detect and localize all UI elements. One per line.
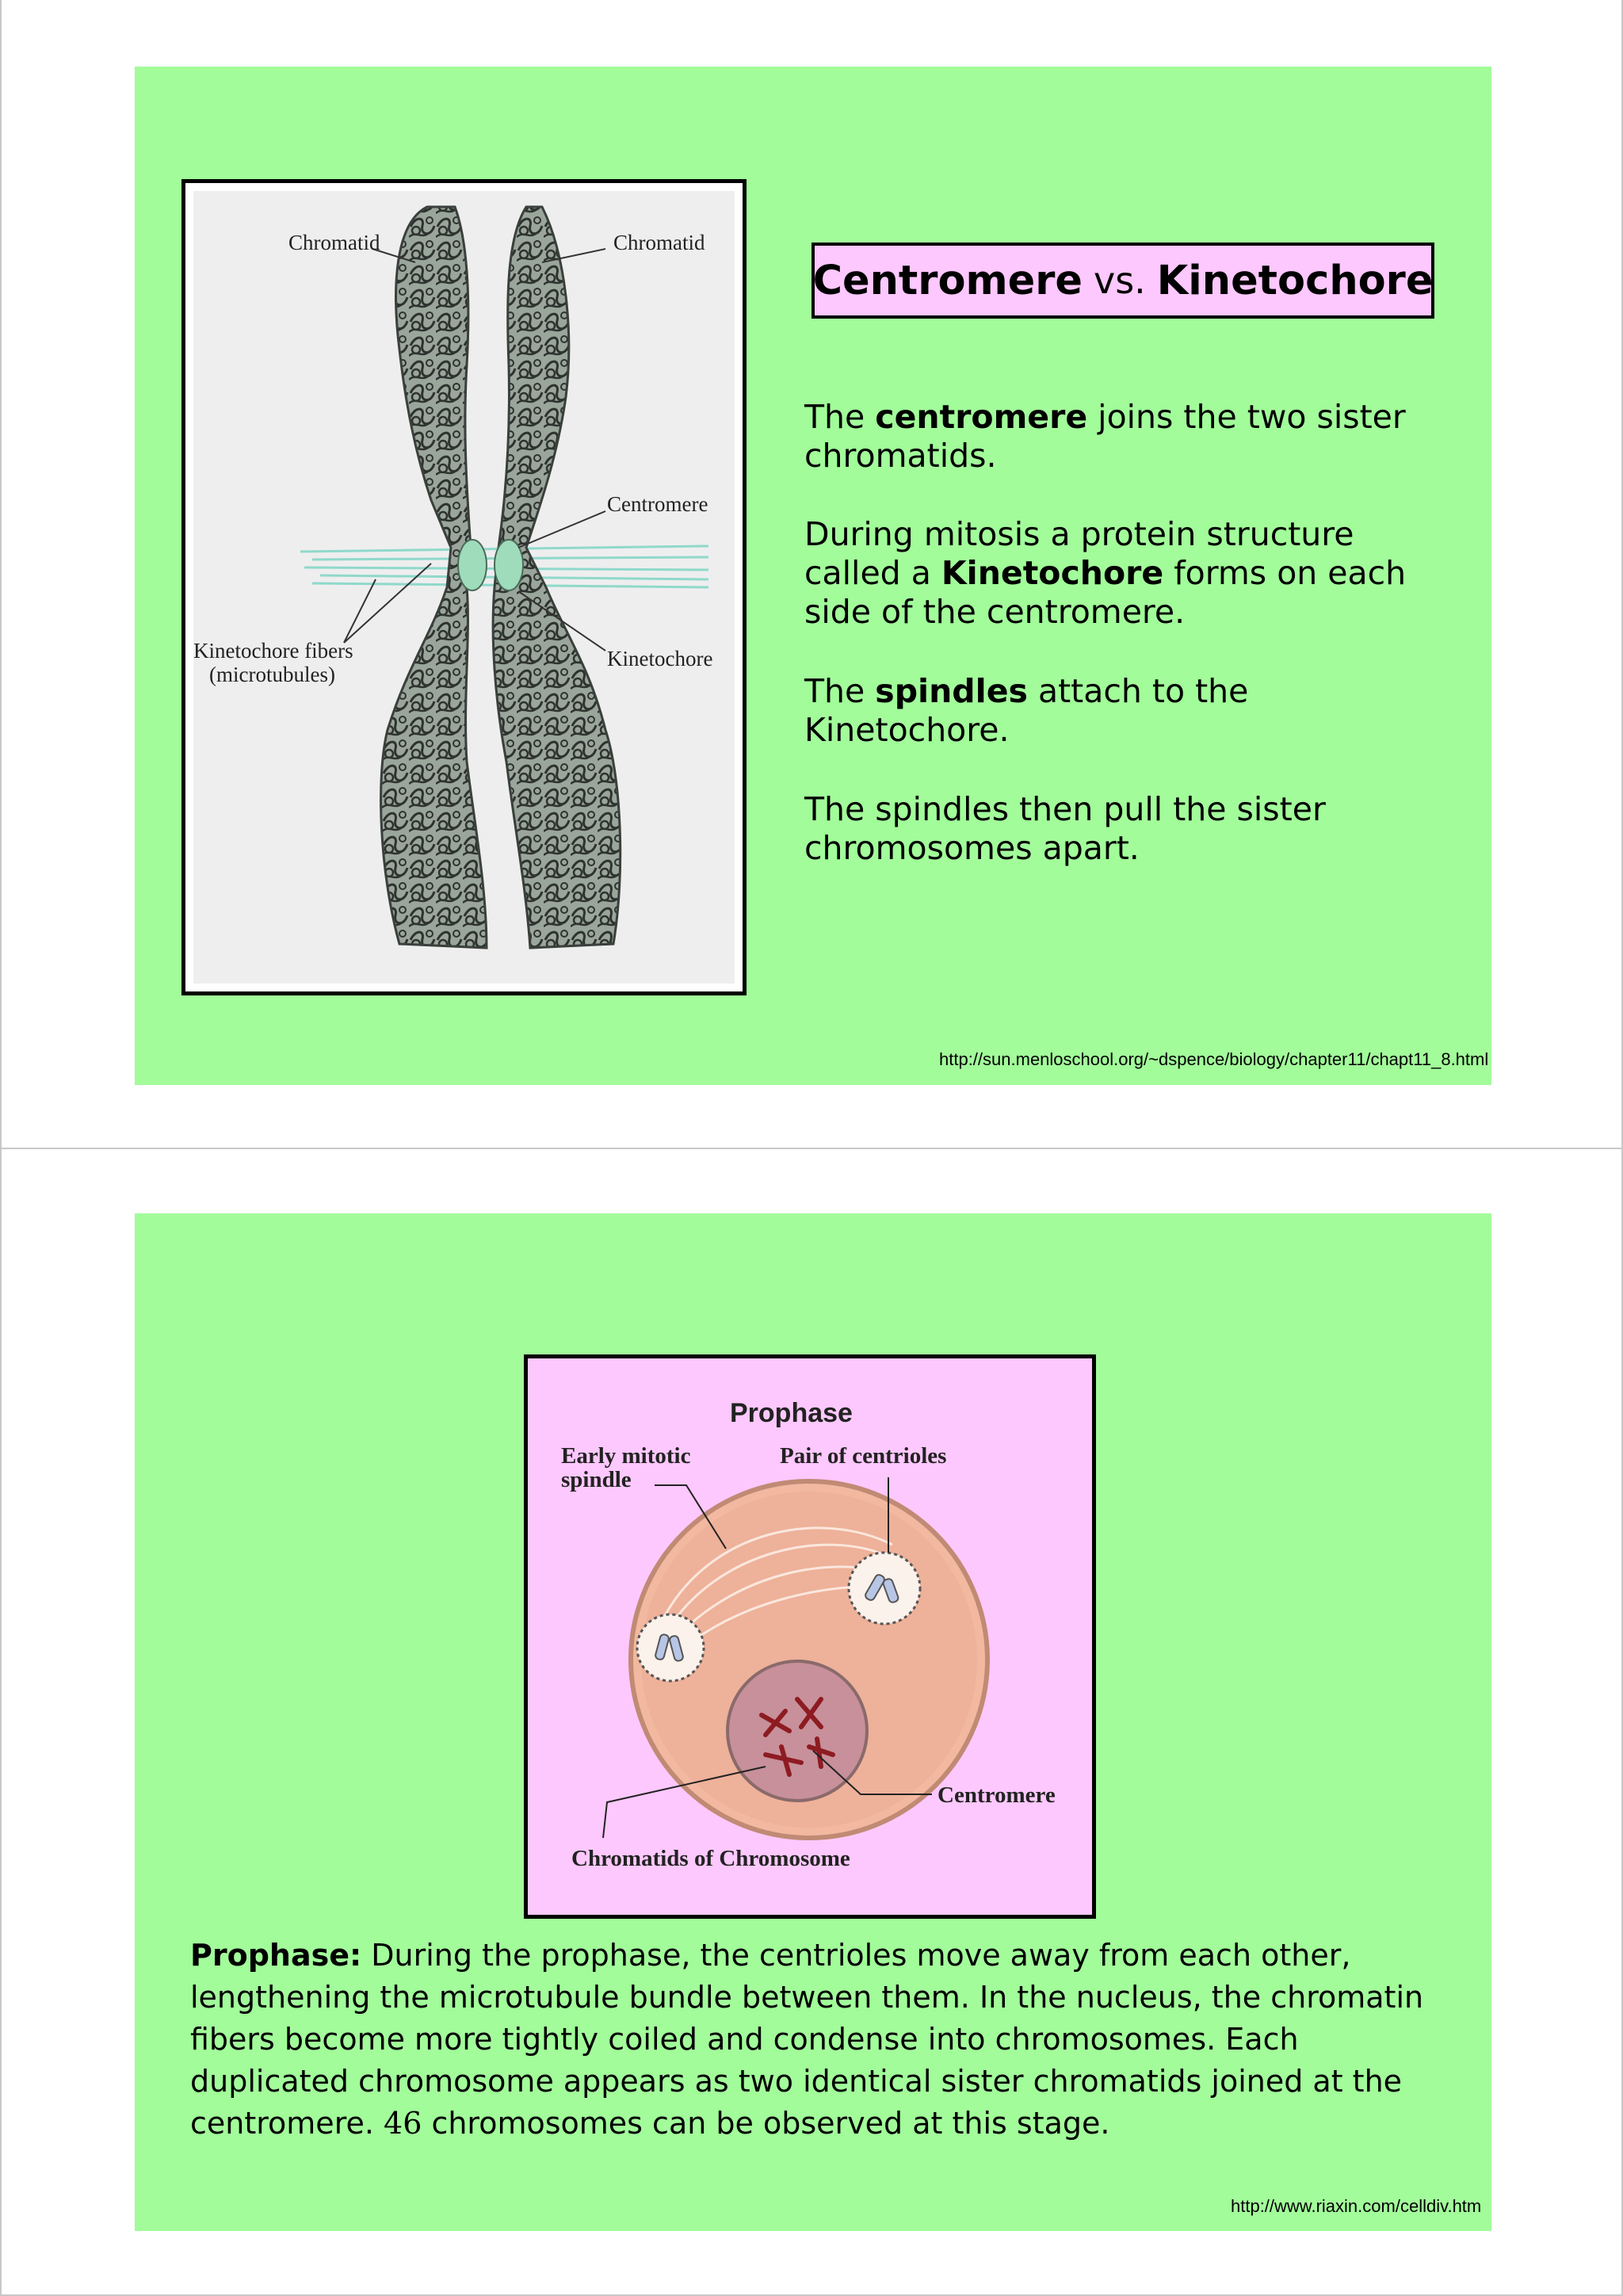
- label-chromatids-of-chromosome: Chromatids of Chromosome: [571, 1846, 850, 1871]
- paragraph-4-text: The spindles then pull the sister chromosomes apart.: [804, 790, 1326, 867]
- prophase-caption: [190, 1935, 1458, 2145]
- centriole-right: [849, 1553, 920, 1624]
- slide-prophase: [135, 1213, 1491, 2231]
- prophase-figure: [524, 1354, 1096, 1919]
- source-link-1[interactable]: http://sun.menloschool.org/~dspence/biology/chapter11/chapt11_8.html: [939, 1049, 1489, 1069]
- chromosome-figure-image: [193, 191, 735, 984]
- paragraph-1-post: joins the two sister chromatids.: [804, 398, 1406, 475]
- paragraph-1-pre: The: [804, 398, 876, 436]
- kinetochore-left: [458, 540, 487, 590]
- title-vs: vs.: [1093, 259, 1146, 302]
- label-centromere: Centromere: [607, 492, 708, 516]
- caption-number: 46: [384, 2106, 422, 2141]
- slide-centromere-vs-kinetochore: [135, 67, 1491, 1085]
- source-link-2[interactable]: http://www.riaxin.com/celldiv.htm: [1231, 2196, 1482, 2216]
- label-early-mitotic: Early mitotic: [561, 1443, 691, 1469]
- slide-title: [812, 243, 1434, 319]
- prophase-figure-title: Prophase: [730, 1398, 853, 1428]
- label-kinetochore-fibers: Kinetochore fibers: [193, 639, 353, 663]
- paragraph-1: [804, 398, 1438, 476]
- paragraph-4: [804, 790, 1438, 868]
- label-centromere-prophase: Centromere: [938, 1782, 1056, 1808]
- paragraph-2-pre: During mitosis a protein structure called a: [804, 515, 1354, 592]
- paragraph-3-bold: spindles: [875, 672, 1028, 710]
- chromosome-illustration: [193, 191, 719, 968]
- label-microtubules: (microtubules): [209, 663, 335, 686]
- label-chromatid-right: Chromatid: [613, 231, 705, 254]
- paragraph-1-bold: centromere: [875, 398, 1088, 436]
- paragraph-3-post: attach to the Kinetochore.: [804, 672, 1249, 749]
- paragraph-3: [804, 672, 1438, 750]
- label-kinetochore: Kinetochore: [607, 647, 713, 670]
- label-chromatid-left: Chromatid: [288, 231, 380, 254]
- centriole-left: [637, 1614, 704, 1681]
- caption-text-2: chromosomes can be observed at this stage.: [422, 2106, 1110, 2141]
- paragraph-3-pre: The: [804, 672, 876, 710]
- caption-text-1: During the prophase, the centrioles move away from each other, lengthening the microtubule bundle between them. In the nucleus, the chromatin fibers become more tightly coiled and condense into chromosomes. Each duplicated chromosome appears as two identical sister chromatids joined at the centromere.: [190, 1938, 1424, 2141]
- caption-heading: Prophase:: [190, 1938, 362, 1973]
- paragraph-2: [804, 515, 1438, 632]
- title-centromere: Centromere: [812, 257, 1083, 304]
- chromosome-figure: [181, 179, 747, 995]
- prophase-illustration: [528, 1358, 1092, 1915]
- label-pair-of-centrioles: Pair of centrioles: [780, 1443, 947, 1469]
- label-spindle: spindle: [561, 1467, 632, 1492]
- nucleus: [727, 1661, 867, 1801]
- paragraph-2-bold: Kinetochore: [941, 554, 1164, 592]
- paragraph-2-post: forms on each side of the centromere.: [804, 554, 1407, 631]
- title-kinetochore: Kinetochore: [1156, 257, 1434, 304]
